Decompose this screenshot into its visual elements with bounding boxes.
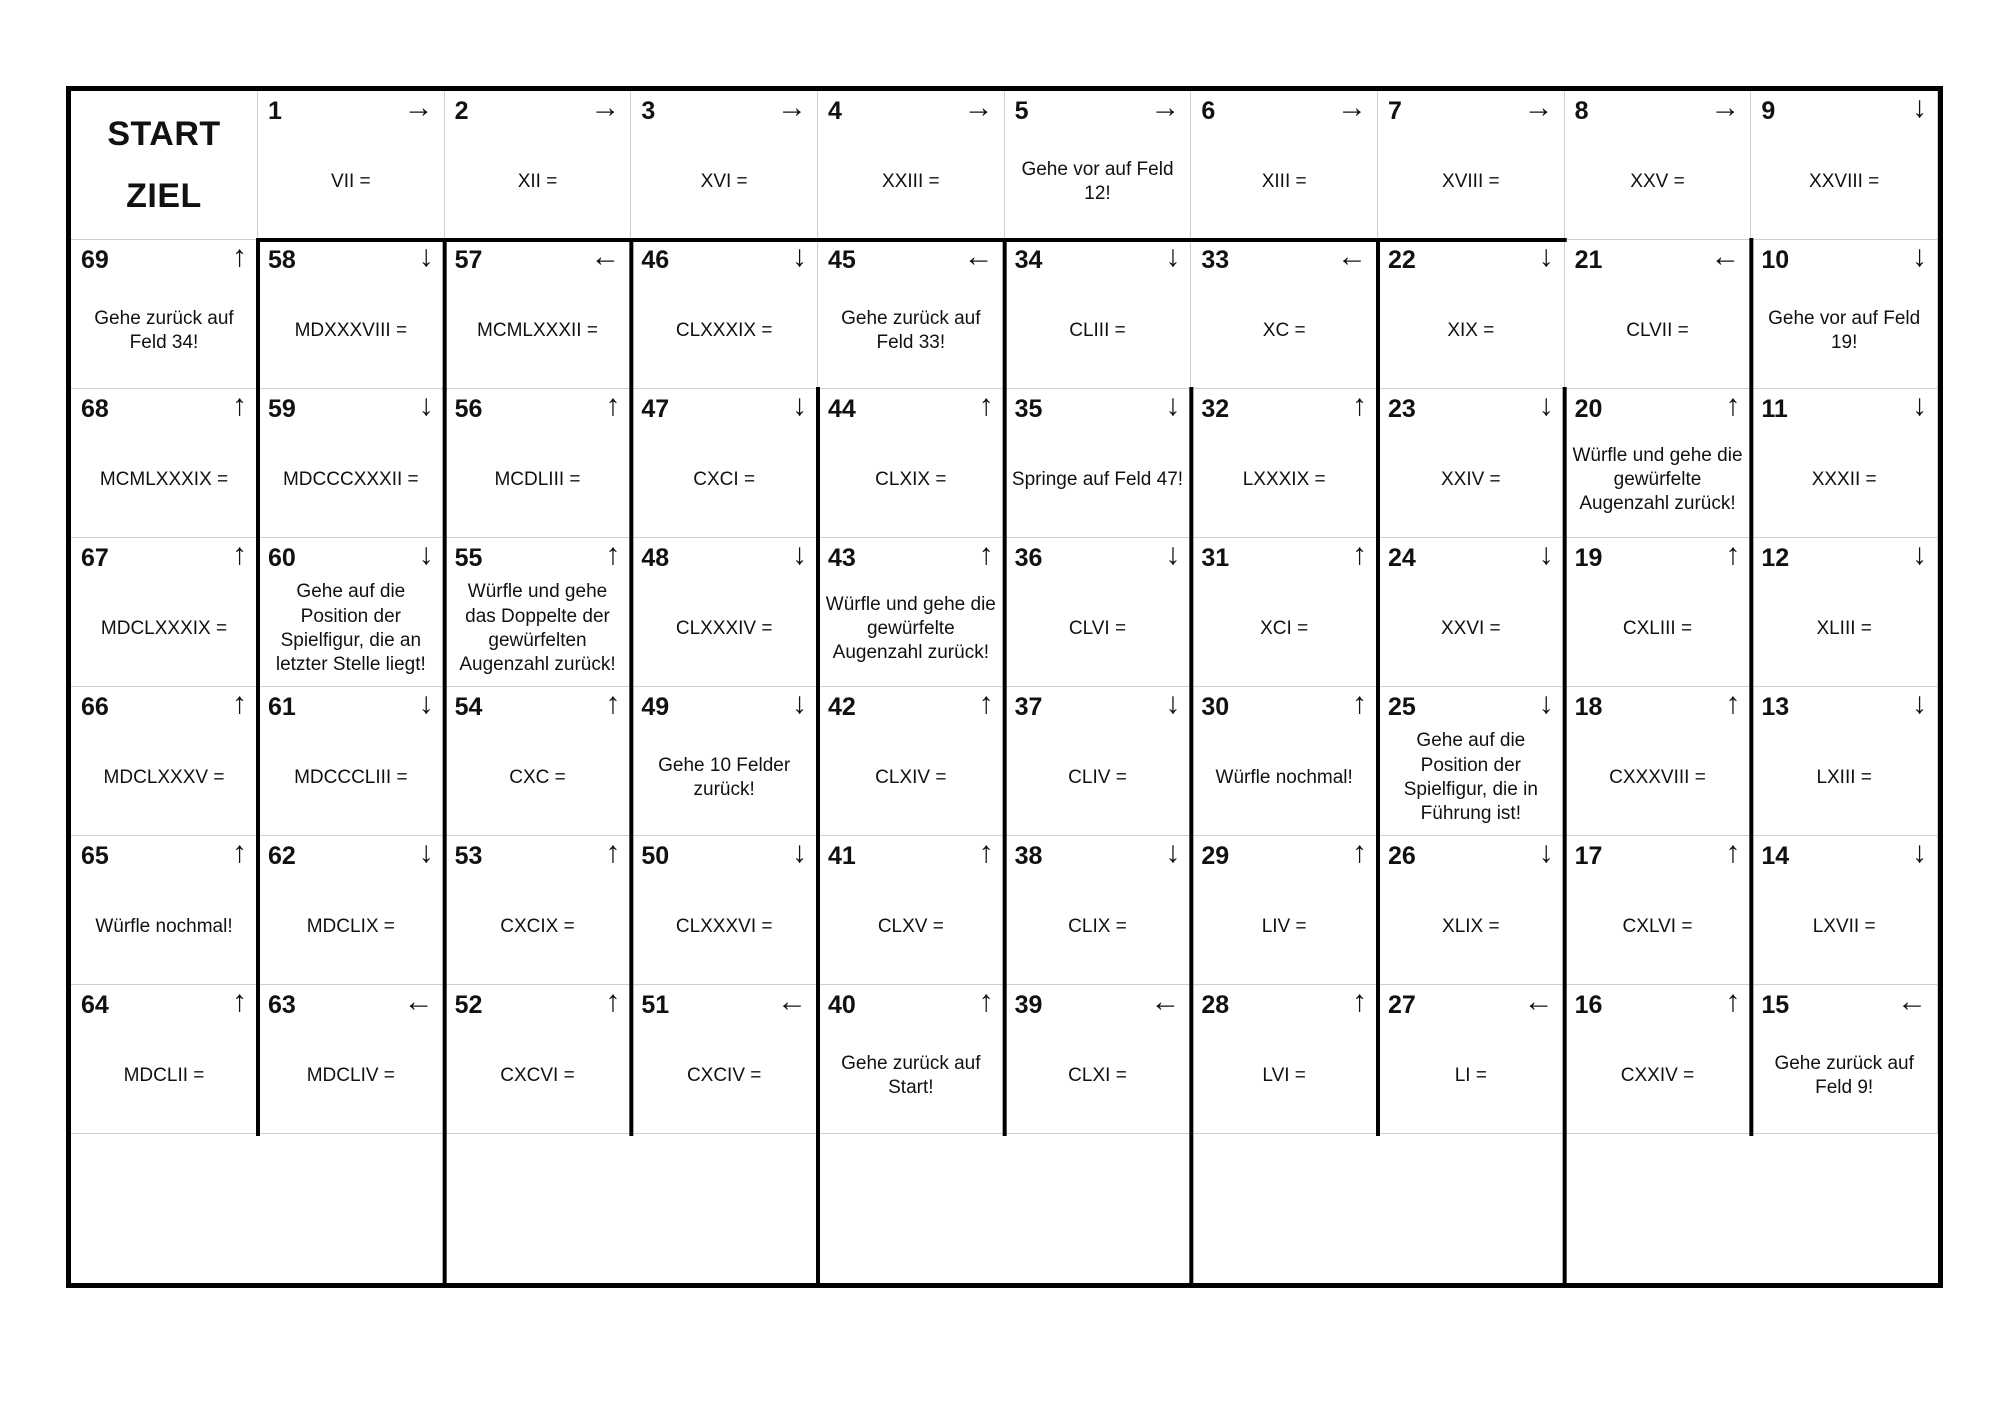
field-number: 1 <box>268 97 282 125</box>
field-number: 6 <box>1201 97 1216 125</box>
board-field[interactable] <box>1565 836 1752 985</box>
direction-arrow-icon: ↑ <box>605 836 621 869</box>
field-task: LVI = <box>1262 1064 1306 1086</box>
field-number: 52 <box>454 991 483 1019</box>
field-task: Gehe auf die Position der Spielfigur, die an letzter Stelle liegt! <box>275 581 426 676</box>
field-task: Gehe vor auf Feld 19! <box>1768 307 1921 353</box>
board-field[interactable] <box>1191 687 1378 836</box>
board-field[interactable] <box>258 389 445 538</box>
field-number: 54 <box>454 693 483 721</box>
field-number: 47 <box>641 395 670 423</box>
field-task: CLXXXIX = <box>675 319 773 341</box>
field-number: 67 <box>81 544 109 572</box>
board-field[interactable] <box>258 836 445 985</box>
field-number: 48 <box>641 544 670 572</box>
field-number: 7 <box>1388 97 1402 125</box>
board-field[interactable] <box>631 985 818 1134</box>
board-field[interactable] <box>71 985 258 1134</box>
field-task: XVIII = <box>1442 170 1500 192</box>
board-field[interactable] <box>1378 91 1565 240</box>
board-field[interactable] <box>1378 836 1565 985</box>
field-task: MDCLXXXIX = <box>100 617 228 639</box>
field-number: 29 <box>1201 842 1230 870</box>
direction-arrow-icon: ↓ <box>1165 687 1181 720</box>
field-number: 68 <box>81 395 109 423</box>
field-task: CLVII = <box>1626 319 1689 341</box>
field-task: CLIII = <box>1069 319 1126 341</box>
field-task: XXVI = <box>1440 617 1501 639</box>
field-number: 33 <box>1201 246 1230 274</box>
board-field[interactable] <box>1378 389 1565 538</box>
board-field[interactable] <box>258 240 445 389</box>
board-field[interactable] <box>631 687 818 836</box>
field-number: 20 <box>1574 395 1603 423</box>
field-task: LXVII = <box>1812 915 1876 937</box>
direction-arrow-icon: ↑ <box>978 836 994 869</box>
direction-arrow-icon: ↓ <box>792 389 807 422</box>
direction-arrow-icon: ← <box>963 240 994 273</box>
field-number: 41 <box>828 842 856 870</box>
board-field[interactable] <box>631 240 818 389</box>
direction-arrow-icon: ↓ <box>1538 389 1554 422</box>
game-board <box>66 86 1943 1288</box>
board-field[interactable] <box>818 91 1005 240</box>
field-task: XXIII = <box>882 170 940 192</box>
board-field[interactable] <box>1005 687 1192 836</box>
field-task: CLXIV = <box>875 766 947 788</box>
field-task: Springe auf Feld 47! <box>1011 468 1184 490</box>
board-field[interactable] <box>631 836 818 985</box>
field-number: 23 <box>1388 395 1416 423</box>
field-task: XLIX = <box>1442 915 1500 937</box>
direction-arrow-icon: ↓ <box>1165 538 1181 571</box>
field-number: 9 <box>1761 97 1776 125</box>
field-task: CXCI = <box>693 468 756 490</box>
field-number: 51 <box>641 991 670 1019</box>
field-number: 66 <box>81 693 109 721</box>
board-field[interactable] <box>818 836 1005 985</box>
board-field[interactable] <box>1565 389 1752 538</box>
direction-arrow-icon: ↓ <box>792 687 807 720</box>
direction-arrow-icon: ↓ <box>1538 538 1554 571</box>
field-number: 62 <box>268 842 296 870</box>
board-field[interactable] <box>818 985 1005 1134</box>
direction-arrow-icon: ← <box>1523 985 1554 1018</box>
direction-arrow-icon: ↑ <box>605 389 621 422</box>
field-number: 55 <box>454 544 483 572</box>
field-task: MCDLIII = <box>494 468 581 490</box>
field-task: CLXIX = <box>875 468 947 490</box>
field-task: Würfle nochmal! <box>95 915 233 937</box>
board-field[interactable] <box>1565 538 1752 687</box>
direction-arrow-icon: → <box>1523 91 1554 124</box>
direction-arrow-icon: ← <box>1337 240 1367 273</box>
field-number: 53 <box>454 842 483 870</box>
direction-arrow-icon: ← <box>777 985 807 1018</box>
direction-arrow-icon: ↑ <box>1352 836 1367 869</box>
field-task: Gehe zurück auf Start! <box>841 1052 981 1098</box>
field-number: 11 <box>1761 395 1788 423</box>
field-number: 5 <box>1014 97 1029 125</box>
field-number: 22 <box>1388 246 1416 274</box>
board-field[interactable] <box>445 389 632 538</box>
field-number: 43 <box>828 544 856 572</box>
field-task: Gehe auf die Position der Spielfigur, die in Führung ist! <box>1403 730 1538 825</box>
direction-arrow-icon: ↑ <box>605 985 621 1018</box>
direction-arrow-icon: ← <box>403 985 434 1018</box>
direction-arrow-icon: → <box>1337 91 1367 124</box>
board-field[interactable] <box>1378 240 1565 389</box>
board-field[interactable] <box>1751 836 1938 985</box>
field-task: Gehe zurück auf Feld 33! <box>841 307 981 353</box>
board-field[interactable] <box>71 538 258 687</box>
field-number: 2 <box>454 97 469 125</box>
board-field[interactable] <box>631 538 818 687</box>
board-field[interactable] <box>1751 240 1938 389</box>
direction-arrow-icon: ↓ <box>1912 687 1927 720</box>
direction-arrow-icon: ↓ <box>1165 240 1181 273</box>
direction-arrow-icon: ← <box>1150 985 1181 1018</box>
field-task: LXIII = <box>1816 766 1872 788</box>
field-number: 69 <box>81 246 109 274</box>
field-task: XXIV = <box>1440 468 1501 490</box>
field-task: CLXXXIV = <box>675 617 773 639</box>
direction-arrow-icon: ↓ <box>1538 836 1554 869</box>
board-field[interactable] <box>1005 538 1192 687</box>
field-number: 18 <box>1574 693 1603 721</box>
board-field[interactable] <box>1378 985 1565 1134</box>
field-task: CXC = <box>509 766 566 788</box>
board-field[interactable] <box>258 538 445 687</box>
board-field[interactable] <box>818 240 1005 389</box>
field-task: CXCIX = <box>500 915 575 937</box>
field-task: XIII = <box>1261 170 1307 192</box>
field-number: 61 <box>268 693 296 721</box>
field-task: XLIII = <box>1816 617 1872 639</box>
direction-arrow-icon: ↑ <box>1725 389 1741 422</box>
board-field[interactable] <box>818 389 1005 538</box>
field-number: 37 <box>1014 693 1043 721</box>
board-field[interactable] <box>445 687 632 836</box>
field-number: 26 <box>1388 842 1416 870</box>
field-number: 8 <box>1574 97 1589 125</box>
direction-arrow-icon: ↑ <box>232 240 247 273</box>
direction-arrow-icon: ↓ <box>418 389 434 422</box>
field-task: CLXXXVI = <box>675 915 773 937</box>
direction-arrow-icon: ↓ <box>792 240 807 273</box>
field-task: CLVI = <box>1068 617 1127 639</box>
field-task: XXV = <box>1630 170 1685 192</box>
field-number: 39 <box>1014 991 1043 1019</box>
board-field[interactable] <box>258 687 445 836</box>
direction-arrow-icon: ↑ <box>232 687 247 720</box>
board-field[interactable] <box>258 985 445 1134</box>
field-task: CXLIII = <box>1622 617 1693 639</box>
start-label: START <box>107 115 221 153</box>
direction-arrow-icon: ← <box>1710 240 1741 273</box>
board-field[interactable] <box>1565 687 1752 836</box>
direction-arrow-icon: ↑ <box>978 687 994 720</box>
board-field[interactable] <box>1751 985 1938 1134</box>
field-number: 50 <box>641 842 670 870</box>
field-number: 38 <box>1014 842 1043 870</box>
direction-arrow-icon: ↑ <box>1725 836 1741 869</box>
field-task: Würfle nochmal! <box>1215 766 1353 788</box>
field-number: 34 <box>1014 246 1043 274</box>
direction-arrow-icon: ↑ <box>978 389 994 422</box>
board-field[interactable] <box>1565 240 1752 389</box>
direction-arrow-icon: ↓ <box>792 836 807 869</box>
board-field[interactable] <box>1191 91 1378 240</box>
field-number: 30 <box>1201 693 1230 721</box>
board-field[interactable] <box>1005 240 1192 389</box>
field-number: 3 <box>641 97 656 125</box>
direction-arrow-icon: → <box>1150 91 1181 124</box>
field-task: CXCIV = <box>686 1064 762 1086</box>
board-field[interactable] <box>1191 240 1378 389</box>
field-number: 65 <box>81 842 109 870</box>
direction-arrow-icon: → <box>1710 91 1741 124</box>
direction-arrow-icon: ↑ <box>605 687 621 720</box>
field-number: 25 <box>1388 693 1416 721</box>
direction-arrow-icon: ↓ <box>418 687 434 720</box>
field-number: 59 <box>268 395 296 423</box>
direction-arrow-icon: ↓ <box>1165 836 1181 869</box>
board-field[interactable] <box>1005 985 1192 1134</box>
direction-arrow-icon: ↓ <box>418 836 434 869</box>
field-number: 64 <box>81 991 109 1019</box>
direction-arrow-icon: ↓ <box>1165 389 1181 422</box>
board-field[interactable] <box>1191 836 1378 985</box>
field-task: MDXXXVIII = <box>294 319 408 341</box>
board-field[interactable] <box>1005 836 1192 985</box>
board-field[interactable] <box>1751 538 1938 687</box>
field-number: 27 <box>1388 991 1416 1019</box>
field-task: Gehe zurück auf Feld 9! <box>1774 1052 1914 1098</box>
field-number: 42 <box>828 693 856 721</box>
board-field[interactable] <box>1565 91 1752 240</box>
goal-label: ZIEL <box>126 177 202 215</box>
board-field[interactable] <box>1751 687 1938 836</box>
field-task: Würfle und gehe die gewürfelte Augenzahl zurück! <box>1572 444 1743 515</box>
board-field[interactable] <box>631 389 818 538</box>
direction-arrow-icon: ↑ <box>1725 985 1741 1018</box>
field-number: 60 <box>268 544 296 572</box>
field-number: 15 <box>1761 991 1790 1019</box>
field-task: CXLVI = <box>1622 915 1693 937</box>
direction-arrow-icon: → <box>963 91 994 124</box>
field-task: MDCLXXXV = <box>103 766 225 788</box>
field-task: MCMLXXXIX = <box>99 468 229 490</box>
direction-arrow-icon: ↑ <box>978 985 994 1018</box>
field-number: 49 <box>641 693 670 721</box>
direction-arrow-icon: ↑ <box>1352 985 1367 1018</box>
board-field[interactable] <box>1191 985 1378 1134</box>
field-task: Würfle und gehe das Doppelte der gewürfelten Augenzahl zurück! <box>459 581 616 676</box>
field-number: 21 <box>1574 246 1603 274</box>
start-goal-field[interactable] <box>71 91 258 240</box>
board-field[interactable] <box>1005 91 1192 240</box>
direction-arrow-icon: ↓ <box>1912 538 1927 571</box>
board-field[interactable] <box>71 240 258 389</box>
field-task: CLXI = <box>1068 1064 1127 1086</box>
field-number: 12 <box>1761 544 1790 572</box>
board-field[interactable] <box>71 836 258 985</box>
field-number: 24 <box>1388 544 1416 572</box>
field-task: XC = <box>1262 319 1306 341</box>
board-field[interactable] <box>1378 538 1565 687</box>
direction-arrow-icon: ↑ <box>978 538 994 571</box>
field-task: CXCVI = <box>500 1064 575 1086</box>
field-number: 44 <box>828 395 856 423</box>
direction-arrow-icon: ↑ <box>1725 687 1741 720</box>
field-number: 45 <box>828 246 856 274</box>
field-task: XXXII = <box>1811 468 1877 490</box>
board-field[interactable] <box>445 91 632 240</box>
field-task: Gehe vor auf Feld 12! <box>1021 158 1174 204</box>
direction-arrow-icon: ← <box>590 240 621 273</box>
field-task: CLIX = <box>1068 915 1127 937</box>
field-task: Würfle und gehe die gewürfelte Augenzahl zurück! <box>825 593 996 664</box>
field-number: 28 <box>1201 991 1230 1019</box>
field-number: 40 <box>828 991 856 1019</box>
board-field[interactable] <box>818 687 1005 836</box>
field-task: Gehe 10 Felder zurück! <box>658 754 791 800</box>
board-field[interactable] <box>71 389 258 538</box>
board-field[interactable] <box>445 985 632 1134</box>
field-number: 36 <box>1014 544 1043 572</box>
field-task: XVI = <box>700 170 748 192</box>
field-number: 57 <box>454 246 483 274</box>
field-number: 10 <box>1761 246 1790 274</box>
direction-arrow-icon: → <box>403 91 434 124</box>
field-number: 46 <box>641 246 670 274</box>
field-task: MDCLII = <box>123 1064 205 1086</box>
field-number: 35 <box>1014 395 1043 423</box>
field-task: XIX = <box>1447 319 1495 341</box>
board-field[interactable] <box>818 538 1005 687</box>
board-field[interactable] <box>445 836 632 985</box>
field-number: 4 <box>828 97 842 125</box>
direction-arrow-icon: ↑ <box>232 538 247 571</box>
direction-arrow-icon: ↑ <box>232 985 247 1018</box>
field-number: 32 <box>1201 395 1230 423</box>
direction-arrow-icon: ↑ <box>1725 538 1741 571</box>
field-number: 58 <box>268 246 296 274</box>
field-task: MCMLXXXII = <box>477 319 598 341</box>
direction-arrow-icon: ↑ <box>1352 389 1367 422</box>
direction-arrow-icon: ↓ <box>1912 240 1927 273</box>
field-task: MDCCCXXXII = <box>282 468 419 490</box>
field-number: 17 <box>1574 842 1603 870</box>
field-task: MDCLIV = <box>306 1064 395 1086</box>
field-task: CLXV = <box>877 915 944 937</box>
direction-arrow-icon: ↓ <box>1538 240 1554 273</box>
field-task: XII = <box>517 170 558 192</box>
direction-arrow-icon: ↓ <box>1912 836 1927 869</box>
direction-arrow-icon: ↑ <box>1352 538 1367 571</box>
field-number: 13 <box>1761 693 1790 721</box>
direction-arrow-icon: ↓ <box>1538 687 1554 720</box>
board-field[interactable] <box>1751 91 1938 240</box>
board-field[interactable] <box>445 240 632 389</box>
field-number: 31 <box>1201 544 1230 572</box>
field-task: VII = <box>331 170 371 192</box>
direction-arrow-icon: ↓ <box>418 538 434 571</box>
direction-arrow-icon: → <box>590 91 621 124</box>
direction-arrow-icon: ↓ <box>792 538 807 571</box>
field-task: MDCLIX = <box>306 915 395 937</box>
board-field[interactable] <box>1378 687 1565 836</box>
direction-arrow-icon: ↑ <box>605 538 621 571</box>
field-task: LXXXIX = <box>1242 468 1326 490</box>
board-field[interactable] <box>71 687 258 836</box>
field-task: Gehe zurück auf Feld 34! <box>94 307 234 353</box>
field-number: 56 <box>454 395 483 423</box>
direction-arrow-icon: ↓ <box>1912 389 1927 422</box>
board-field[interactable] <box>1005 389 1192 538</box>
field-task: CLIV = <box>1068 766 1127 788</box>
direction-arrow-icon: ↓ <box>418 240 434 273</box>
field-number: 63 <box>268 991 296 1019</box>
direction-arrow-icon: ↑ <box>1352 687 1367 720</box>
field-task: CXXXVIII = <box>1609 766 1706 788</box>
field-number: 16 <box>1574 991 1603 1019</box>
field-task: LIV = <box>1261 915 1307 937</box>
direction-arrow-icon: ↓ <box>1912 91 1927 124</box>
field-number: 14 <box>1761 842 1790 870</box>
field-number: 19 <box>1574 544 1603 572</box>
direction-arrow-icon: ← <box>1897 985 1927 1018</box>
field-task: XCI = <box>1260 617 1309 639</box>
direction-arrow-icon: → <box>777 91 807 124</box>
direction-arrow-icon: ↑ <box>232 836 247 869</box>
board-field[interactable] <box>1751 389 1938 538</box>
field-task: MDCCCLIII = <box>294 766 408 788</box>
board-field[interactable] <box>445 538 632 687</box>
board-field[interactable] <box>1191 389 1378 538</box>
field-task: LI = <box>1454 1064 1487 1086</box>
board-field[interactable] <box>1191 538 1378 687</box>
field-task: CXXIV = <box>1620 1064 1695 1086</box>
board-field[interactable] <box>1565 985 1752 1134</box>
board-field[interactable] <box>631 91 818 240</box>
field-task: XXVIII = <box>1809 170 1880 192</box>
board-field[interactable] <box>258 91 445 240</box>
direction-arrow-icon: ↑ <box>232 389 247 422</box>
